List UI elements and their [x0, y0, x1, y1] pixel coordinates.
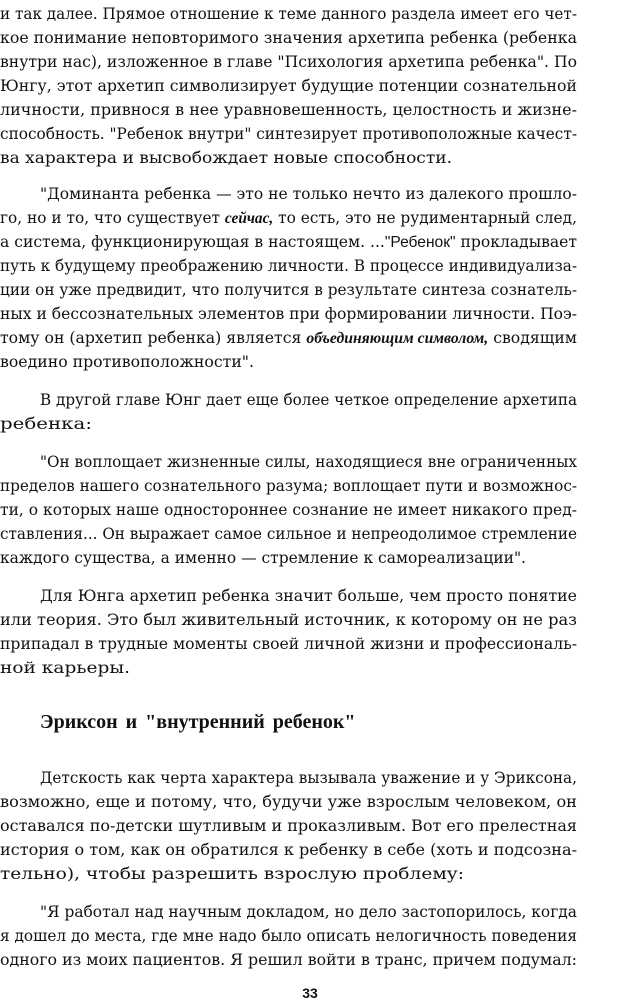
text-line-content: или теория. Это был живительный источник, к которому он не раз: [0, 610, 577, 629]
text-line: [0, 946, 620, 974]
text-span: го, но и то, что существует: [0, 208, 225, 227]
text-line: [0, 654, 620, 682]
text-line-content: ных и бессознательных элементов при формировании личности. Поэ-: [0, 304, 578, 323]
text-line-content: одного из моих пациентов. Я решил войти в транс, причем подумал:: [0, 950, 577, 969]
text-line-content: ной карьеры.: [0, 658, 130, 677]
section-heading: Эриксон и "внутренний ребенок": [40, 711, 356, 733]
text-line: [0, 348, 620, 376]
text-line-content: путь к будущему преображению личности. В процессе индивидуализа-: [0, 256, 578, 275]
text-line-content: "Доминанта ребенка — это не только нечто из далекого прошло-: [40, 184, 578, 203]
text-line-content: припадал в трудные моменты своей личной жизни и профессиональ-: [0, 634, 578, 653]
text-line: [0, 544, 620, 572]
text-line-content: В другой главе Юнг дает еще более четкое определение архетипа: [40, 390, 578, 409]
text-line: [0, 144, 620, 172]
text-line-content: история о том, как он обратился к ребенку в себе (хоть и подсозна-: [0, 840, 578, 859]
text-line: [0, 860, 620, 888]
text-line-content: тельно), чтобы разрешить взрослую проблему:: [0, 864, 465, 883]
text-span: а система, функционирующая в настоящем. ...: [0, 232, 385, 251]
page-number: 33: [302, 985, 318, 1001]
text-line-content: ции он уже предвидит, что получится в результате синтеза сознатель-: [0, 280, 577, 299]
text-line-content: личности, привнося в нее уравновешенность, целостность и жизне-: [0, 100, 577, 119]
text-line-content: ва характера и высвобождает новые способности.: [0, 148, 453, 167]
text-span: прокладывает: [455, 232, 578, 251]
text-line-content: внутри нас), изложенное в главе "Психология архетипа ребенка". По: [0, 52, 578, 71]
text-line-content: ти, о которых наше одностороннее сознание не имеет никакого пред-: [0, 500, 578, 519]
text-line-content: я дошел до места, где мне надо было описать нелогичность поведения: [0, 926, 578, 945]
text-line-content: способность. "Ребенок внутри" синтезирует противоположные качест-: [0, 124, 577, 143]
text-line-content: "Я работал над научным докладом, но дело застопорилось, когда: [40, 902, 577, 921]
text-line-content: "Он воплощает жизненные силы, находящиеся вне ограниченных: [40, 452, 578, 471]
text-line-content: и так далее. Прямое отношение к теме данного раздела имеет его чет-: [0, 4, 577, 23]
text-span: тому он (архетип ребенка) является: [0, 328, 307, 347]
text-line: [0, 410, 620, 438]
text-line-content: ставления... Он выражает самое сильное и непреодолимое стремление: [0, 524, 577, 543]
text-line-content: возможно, еще и потому, что, будучи уже взрослым человеком, он: [0, 792, 577, 811]
text-line-content: пределов нашего сознательного разума; воплощает пути и возможнос-: [0, 476, 578, 495]
text-span: сводящим: [488, 328, 577, 347]
emphasis-text: объединяющим символом,: [306, 330, 489, 347]
emphasis-text: сейчас,: [224, 210, 274, 227]
text-line-content: воедино противоположности".: [0, 352, 254, 371]
text-span: то есть, это не рудиментарный след,: [273, 208, 577, 227]
text-line-content: каждого существа, а именно — стремление к самореализации".: [0, 548, 526, 567]
text-line-content: кое понимание неповторимого значения архетипа ребенка (ребенка: [0, 28, 578, 47]
emphasis-text: "Ребенок": [384, 234, 456, 251]
text-line-content: Для Юнга архетип ребенка значит больше, чем просто понятие: [40, 586, 577, 605]
text-line-content: Детскость как черта характера вызывала уважение и у Эриксона,: [40, 768, 578, 787]
text-line-content: Юнгу, этот архетип символизирует будущие потенции сознательной: [0, 76, 577, 95]
text-line-content: ребенка:: [0, 414, 93, 433]
text-line-content: оставался по-детски шутливым и проказливым. Вот его прелестная: [0, 816, 578, 835]
